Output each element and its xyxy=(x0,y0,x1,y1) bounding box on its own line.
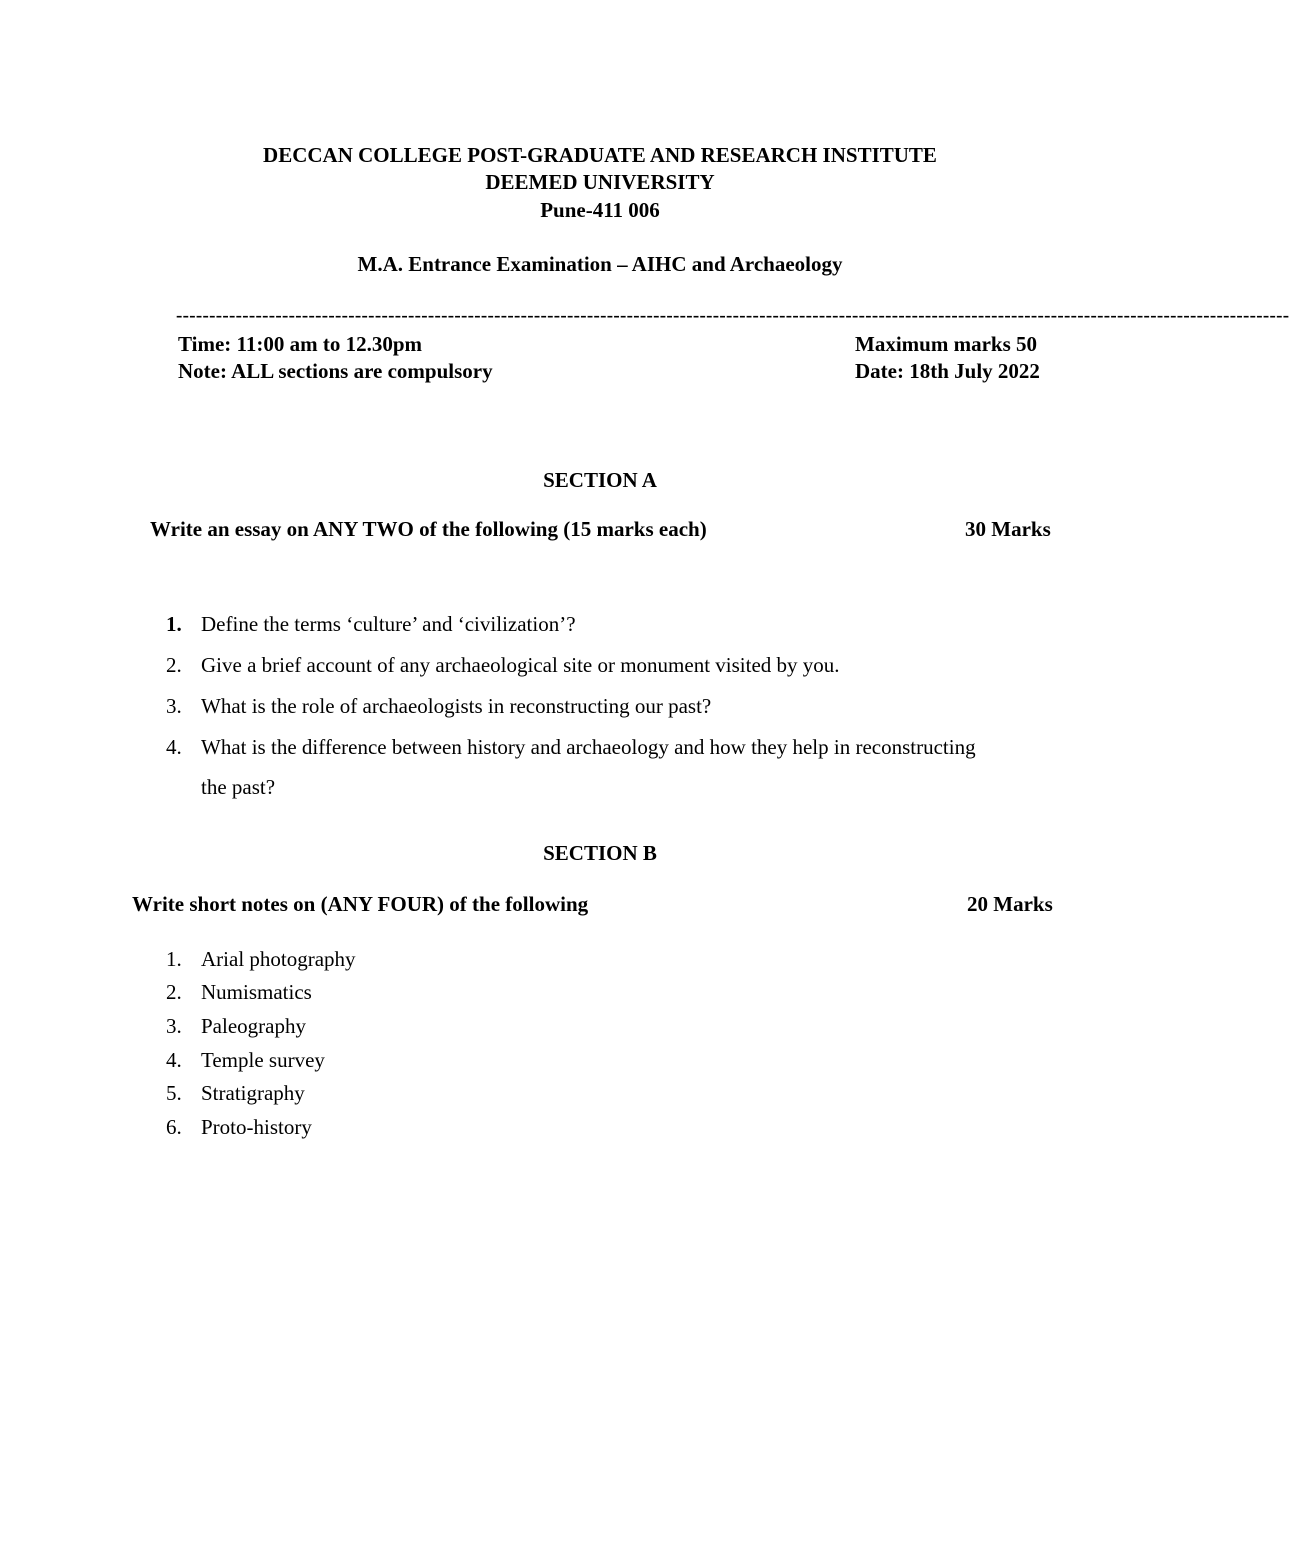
section-b-instruction: Write short notes on (ANY FOUR) of the following xyxy=(132,892,589,916)
institute-name: DECCAN COLLEGE POST-GRADUATE AND RESEARCH INSTITUTE xyxy=(263,143,937,167)
exam-note: Note: ALL sections are compulsory xyxy=(178,359,493,383)
list-item xyxy=(166,946,356,972)
list-item xyxy=(166,734,976,760)
list-item xyxy=(166,652,840,678)
question-text: What is the role of archaeologists in reconstructing our past? xyxy=(201,694,712,718)
list-item xyxy=(166,1080,305,1106)
item-text: Proto-history xyxy=(201,1115,312,1139)
city-line: Pune-411 006 xyxy=(540,198,660,222)
item-number: 6. xyxy=(166,1115,182,1139)
question-text: What is the difference between history and archaeology and how they help in reconstructing xyxy=(201,735,976,759)
list-item xyxy=(166,979,312,1005)
question-number: 2. xyxy=(166,653,182,677)
section-a-instruction: Write an essay on ANY TWO of the following (15 marks each) xyxy=(150,517,707,541)
question-number: 3. xyxy=(166,694,182,718)
question-text: Give a brief account of any archaeological site or monument visited by you. xyxy=(201,653,840,677)
maximum-marks: Maximum marks 50 xyxy=(855,332,1037,356)
item-text: Stratigraphy xyxy=(201,1081,305,1105)
section-b-marks: 20 Marks xyxy=(967,892,1053,916)
list-item xyxy=(166,1114,312,1140)
item-text: Numismatics xyxy=(201,980,312,1004)
section-b-title: SECTION B xyxy=(543,841,657,865)
question-number: 1. xyxy=(166,612,182,636)
university-name: DEEMED UNIVERSITY xyxy=(485,170,715,194)
question-number: 4. xyxy=(166,735,182,759)
question-continuation: the past? xyxy=(201,775,276,799)
item-number: 1. xyxy=(166,947,182,971)
item-text: Temple survey xyxy=(201,1048,325,1072)
section-a-title: SECTION A xyxy=(543,468,657,492)
question-text: Define the terms ‘culture’ and ‘civilization’? xyxy=(201,612,576,636)
exam-time: Time: 11:00 am to 12.30pm xyxy=(178,332,423,356)
item-number: 2. xyxy=(166,980,182,1004)
list-item xyxy=(166,693,711,719)
list-item xyxy=(166,1047,325,1073)
item-text: Arial photography xyxy=(201,947,356,971)
separator-line: ------------------------------------------------------------------------------------------------------------------------------------------------------------------------ xyxy=(176,305,1289,326)
section-a-marks: 30 Marks xyxy=(965,517,1051,541)
list-item xyxy=(166,1013,306,1039)
item-number: 3. xyxy=(166,1014,182,1038)
exam-date: Date: 18th July 2022 xyxy=(855,359,1040,383)
item-text: Paleography xyxy=(201,1014,306,1038)
item-number: 4. xyxy=(166,1048,182,1072)
exam-title: M.A. Entrance Examination – AIHC and Archaeology xyxy=(357,252,843,276)
list-item xyxy=(166,611,576,637)
item-number: 5. xyxy=(166,1081,182,1105)
